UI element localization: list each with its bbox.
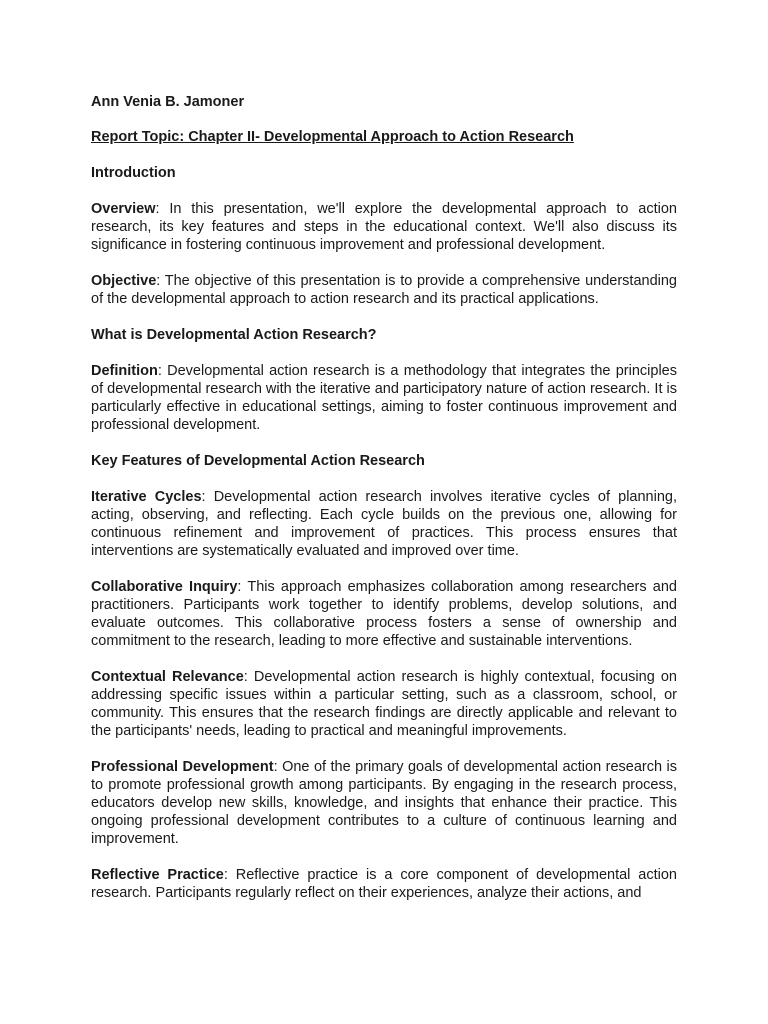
paragraph-collaborative-inquiry <box>91 578 677 650</box>
paragraph-objective <box>91 272 677 308</box>
paragraph-text: : In this presentation, we'll explore the developmental approach to action research, its key features and steps in the educational context. We'll also discuss its significance in fostering continuous improvement and professional development. <box>91 201 677 253</box>
section-heading-introduction: Introduction <box>91 165 176 181</box>
paragraph-iterative-cycles <box>91 488 677 560</box>
paragraph-overview <box>91 200 677 254</box>
paragraph-text: : One of the primary goals of developmental action research is to promote professional growth among participants. By engaging in the research process, educators develop new skills, knowledge, and insights that enhance their practice. This ongoing professional development contributes to a culture of continuous learning and improvement. <box>91 759 677 847</box>
term-professional-development: Professional Development <box>91 759 274 775</box>
author-name: Ann Venia B. Jamoner <box>91 94 245 110</box>
paragraph-text: : The objective of this presentation is to provide a comprehensive understanding of the developmental approach to action research and its practical applications. <box>91 273 677 307</box>
paragraph-text: : This approach emphasizes collaboration among researchers and practitioners. Participants work together to identify problems, develop solutions, and evaluate outcomes. This collaborative process fosters a sense of ownership and commitment to the research, leading to more effective and sustainable interventions. <box>91 579 677 649</box>
term-contextual-relevance: Contextual Relevance <box>91 669 244 685</box>
term-objective: Objective <box>91 273 157 289</box>
section-heading-key-features: Key Features of Developmental Action Research <box>91 453 425 469</box>
term-definition: Definition <box>91 363 158 379</box>
term-overview: Overview <box>91 201 156 217</box>
term-collaborative-inquiry: Collaborative Inquiry <box>91 579 238 595</box>
section-heading-definition: What is Developmental Action Research? <box>91 327 377 343</box>
paragraph-text: : Reflective practice is a core component of developmental action research. Participants regularly reflect on their experiences, analyze their actions, and <box>91 867 677 901</box>
term-reflective-practice: Reflective Practice <box>91 867 224 883</box>
paragraph-text: : Developmental action research involves iterative cycles of planning, acting, observing, and reflecting. Each cycle builds on the previous one, allowing for continuous refinement and improvement of practices. This process ensures that interventions are systematically evaluated and improved over time. <box>91 489 677 559</box>
paragraph-reflective-practice <box>91 866 677 902</box>
paragraph-definition <box>91 362 677 434</box>
report-topic: Report Topic: Chapter II- Developmental Approach to Action Research <box>91 129 574 145</box>
paragraph-professional-development <box>91 758 677 848</box>
document-page <box>91 93 677 920</box>
paragraph-contextual-relevance <box>91 668 677 740</box>
term-iterative-cycles: Iterative Cycles <box>91 489 202 505</box>
paragraph-text: : Developmental action research is a methodology that integrates the principles of developmental research with the iterative and participatory nature of action research. It is particularly effective in educational settings, aiming to foster continuous improvement and professional development. <box>91 363 677 433</box>
paragraph-text: : Developmental action research is highly contextual, focusing on addressing specific issues within a particular setting, such as a classroom, school, or community. This ensures that the research findings are directly applicable and relevant to the participants' needs, leading to practical and meaningful improvements. <box>91 669 677 739</box>
